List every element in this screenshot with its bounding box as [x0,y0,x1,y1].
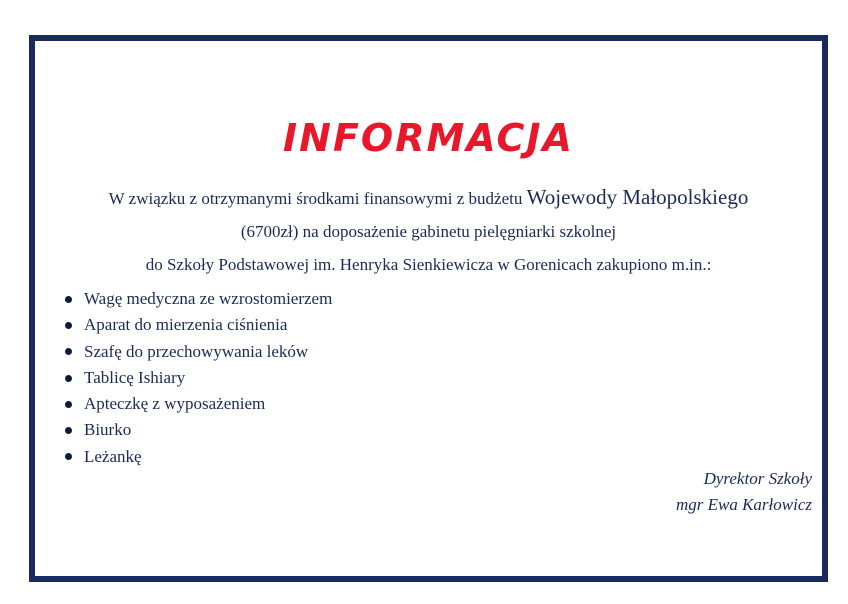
list-item-text: Aparat do mierzenia ciśnienia [84,315,288,335]
bullet-icon [65,296,72,303]
bullet-icon [65,401,72,408]
bullet-icon [65,322,72,329]
intro-line-3: do Szkoły Podstawowej im. Henryka Sienkiewicza w Gorenicach zakupiono m.in.: [145,255,712,274]
notice-frame [29,35,828,582]
signature-role: Dyrektor Szkoły [703,469,812,488]
intro-line-1-emphasis: Wojewody Małopolskiego [526,185,749,209]
intro-paragraph [35,181,822,281]
bullet-icon [65,348,72,355]
purchased-items-list [65,286,332,470]
list-item-text: Szafę do przechowywania leków [84,341,309,361]
list-item [65,339,332,365]
list-item-text: Tablicę Ishiary [84,367,186,387]
list-item-text: Biurko [84,420,132,440]
list-item [65,286,332,312]
notice-title: INFORMACJA [283,116,574,160]
list-item [65,417,332,443]
bullet-icon [65,427,72,434]
list-item [65,444,332,470]
list-item [65,365,332,391]
intro-line-1-text: W związku z otrzymanymi środkami finansowymi z budżetu [108,189,527,208]
bullet-icon [65,453,72,460]
intro-line-2: (6700zł) na doposażenie gabinetu pielęgniarki szkolnej [240,222,617,241]
list-item [65,391,332,417]
list-item-text: Apteczkę z wyposażeniem [84,394,266,414]
list-item-text: Leżankę [84,446,142,466]
list-item [65,312,332,338]
list-item-text: Wagę medyczna ze wzrostomierzem [84,289,333,308]
signature-name: mgr Ewa Karłowicz [675,495,812,514]
intro-line-1 [35,181,822,215]
signature-block [676,466,812,518]
bullet-icon [65,375,72,382]
